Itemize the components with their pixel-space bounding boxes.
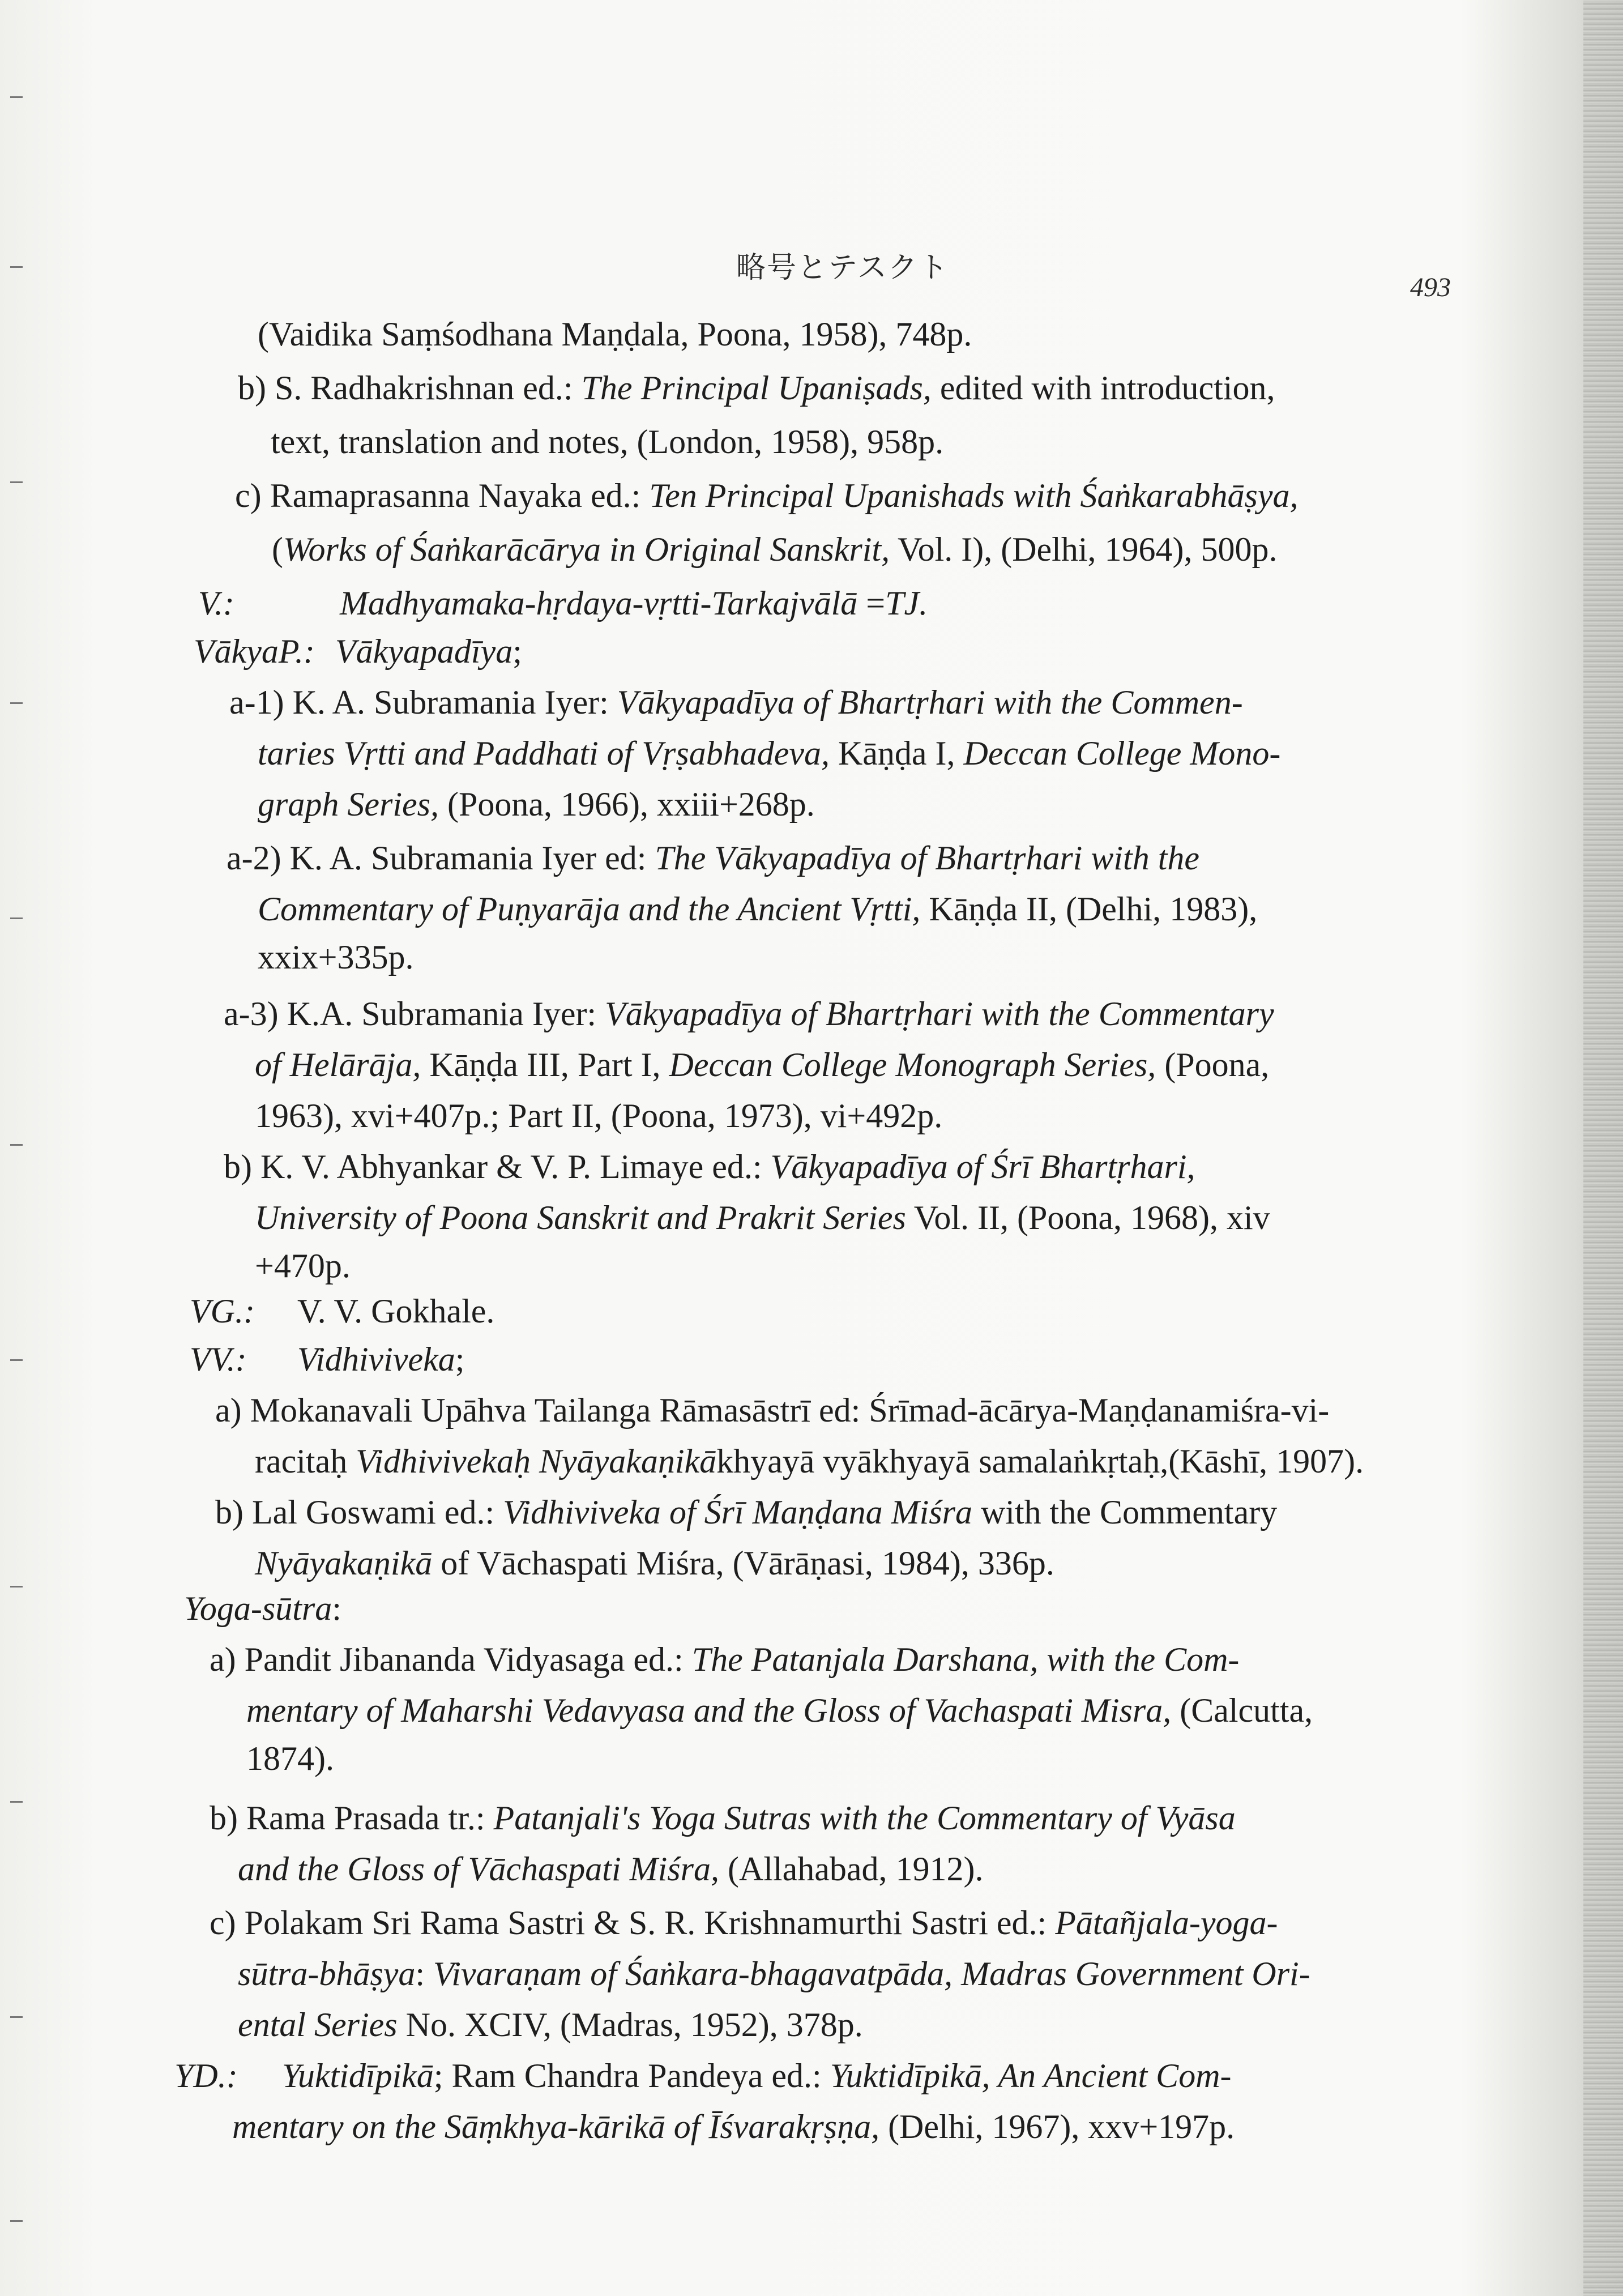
margin-mark: [10, 1586, 23, 1587]
text-line: [246, 1691, 1313, 1730]
text-run: +470p.: [255, 1247, 351, 1284]
text-line: [238, 1849, 984, 1889]
text-run: a) Mokanavali Upāhva Tailanga Rāmasāstrī ed: Śrīmad-ācārya-Maṇḍanamiśra-vi-: [215, 1392, 1330, 1429]
text-run: c) Polakam Sri Rama Sastri & S. R. Krishnamurthi Sastri ed.:: [210, 1904, 1056, 1941]
entry-abbreviation: VV.:: [190, 1341, 247, 1378]
italic-text: Vākyapadīya of Śrī Bhartṛhari,: [770, 1148, 1195, 1185]
italic-text: TJ.: [885, 584, 928, 622]
text-line: [272, 530, 1277, 569]
italic-text: Madhyamaka-hṛdaya-vṛtti-Tarkajvālā: [340, 584, 858, 622]
entry-abbreviation: YD.:: [174, 2057, 238, 2094]
italic-text: Vidhivivekaḥ Nyāyakaṇikā: [356, 1443, 717, 1480]
text-line: [258, 784, 815, 824]
margin-mark: [10, 266, 23, 268]
text-run: Kāṇḍa I,: [829, 735, 964, 772]
italic-text: Deccan College Monograph Series,: [669, 1046, 1156, 1083]
margin-mark: [10, 1144, 23, 1146]
text-run: No. XCIV, (Madras, 1952), 378p.: [397, 2006, 863, 2043]
text-run: a-1) K. A. Subramania Iyer:: [229, 684, 617, 721]
text-run: of Vāchaspati Miśra, (Vārāṇasi, 1984), 336p.: [432, 1544, 1054, 1582]
text-run: (Poona, 1966), xxiii+268p.: [438, 786, 815, 823]
text-run: b) S. Radhakrishnan ed.:: [238, 369, 582, 407]
text-line: [238, 368, 1275, 408]
text-line: [210, 1903, 1278, 1943]
italic-text: The Vākyapadīya of Bhartṛhari with the: [655, 839, 1200, 877]
text-line: [190, 1291, 494, 1331]
text-run: b) K. V. Abhyankar & V. P. Limaye ed.:: [224, 1148, 771, 1185]
italic-text: of Helārāja,: [255, 1046, 421, 1083]
italic-text: University of Poona Sanskrit and Prakrit Series: [255, 1199, 906, 1236]
entry-abbreviation: V.:: [198, 584, 234, 622]
text-line: [232, 2107, 1235, 2146]
italic-text: The Patanjala Darshana, with the Com-: [691, 1641, 1240, 1678]
text-line: [215, 1492, 1277, 1532]
text-line: [224, 1147, 1195, 1187]
text-line: [235, 476, 1298, 515]
text-line: [224, 994, 1274, 1034]
page-edge-shadow: [1583, 0, 1623, 2296]
margin-mark: [10, 1801, 23, 1803]
text-run: (Vaidika Saṃśodhana Maṇḍala, Poona, 1958), 748p.: [258, 315, 972, 353]
page-number: 493: [1410, 272, 1451, 302]
italic-text: Yuktidīpikā, An Ancient Com-: [830, 2057, 1232, 2094]
italic-text: Ten Principal Upanishads with Śaṅkarabhāṣya,: [649, 477, 1299, 514]
text-line: [194, 631, 522, 671]
text-line: [174, 2056, 1232, 2096]
italic-text: Vivaraṇam of Śaṅkara-bhagavatpāda, Madras Government Ori-: [433, 1955, 1310, 1992]
text-line: [255, 1246, 351, 1286]
margin-mark: [10, 702, 23, 704]
text-line: [258, 889, 1257, 929]
text-run: V. V. Gokhale.: [297, 1292, 495, 1330]
italic-text: Vidhiviveka of Śrī Maṇḍana Miśra: [503, 1493, 972, 1531]
text-run: ; Ram Chandra Pandeya ed.:: [433, 2057, 830, 2094]
text-run: (Delhi, 1967), xxv+197p.: [879, 2108, 1235, 2145]
text-line: [246, 1739, 334, 1778]
running-header: 略号とテスクト: [736, 251, 949, 285]
italic-text: Vākyapadīya: [335, 633, 513, 670]
text-line: [210, 1640, 1239, 1679]
margin-mark: [10, 1359, 23, 1361]
text-run: racitaḥ: [255, 1443, 356, 1480]
text-run: Vol. II, (Poona, 1968), xiv: [906, 1199, 1270, 1236]
text-line: [184, 1589, 341, 1628]
text-line: [258, 733, 1280, 773]
italic-text: Vākyapadīya of Bhartṛhari with the Commen-: [617, 684, 1243, 721]
text-run: 1874).: [246, 1740, 334, 1777]
text-run: with the Commentary: [972, 1493, 1278, 1531]
text-run: Kāṇḍa III, Part I,: [421, 1046, 669, 1083]
text-run: b) Rama Prasada tr.:: [210, 1799, 494, 1837]
text-run: (Poona,: [1156, 1046, 1270, 1083]
text-line: [227, 838, 1199, 878]
italic-text: Commentary of Puṇyarāja and the Ancient Vṛtti,: [258, 890, 921, 928]
italic-text: Yoga-sūtra: [184, 1590, 332, 1627]
text-line: [238, 1954, 1310, 1994]
text-line: [210, 1798, 1236, 1838]
text-line: [255, 1045, 1269, 1085]
italic-text: The Principal Upaniṣads,: [581, 369, 932, 407]
text-run: a-2) K. A. Subramania Iyer ed:: [227, 839, 655, 877]
italic-text: Yuktidīpikā: [282, 2057, 434, 2094]
text-run: a) Pandit Jibananda Vidyasaga ed.:: [210, 1641, 692, 1678]
text-run: a-3) K.A. Subramania Iyer:: [224, 995, 605, 1032]
text-line: [271, 422, 943, 462]
entry-abbreviation: VG.:: [190, 1292, 255, 1330]
text-line: [215, 1390, 1329, 1430]
margin-mark: [10, 2016, 23, 2018]
italic-text: and the Gloss of Vāchaspati Miśra,: [238, 1850, 719, 1888]
text-run: Kāṇḍa II, (Delhi, 1983),: [920, 890, 1258, 928]
text-line: [258, 937, 414, 977]
text-line: [238, 2005, 863, 2045]
italic-text: taries Vṛtti and Paddhati of Vṛṣabhadeva,: [258, 735, 830, 772]
entry-abbreviation: VākyaP.:: [194, 633, 315, 670]
text-run: (Calcutta,: [1171, 1692, 1313, 1729]
text-line: [190, 1339, 464, 1379]
text-run: :: [332, 1590, 341, 1627]
italic-text: mentary of Maharshi Vedavyasa and the Gloss of Vachaspati Misra,: [246, 1692, 1172, 1729]
italic-text: Vidhiviveka: [297, 1341, 455, 1378]
text-run: xxix+335p.: [258, 938, 414, 976]
text-run: =: [857, 584, 886, 622]
italic-text: Vākyapadīya of Bhartṛhari with the Commentary: [605, 995, 1274, 1032]
text-line: [229, 682, 1243, 722]
italic-text: Works of Śaṅkarācārya in Original Sanskrit,: [283, 531, 890, 568]
margin-mark: [10, 917, 23, 919]
text-run: khyayā vyākhyayā samalaṅkṛtaḥ,(Kāshī, 1907).: [716, 1443, 1364, 1480]
text-run: text, translation and notes, (London, 1958), 958p.: [271, 423, 944, 460]
text-run: (Allahabad, 1912).: [719, 1850, 984, 1888]
text-run: ;: [512, 633, 522, 670]
italic-text: ental Series: [238, 2006, 398, 2043]
italic-text: Deccan College Mono-: [963, 735, 1281, 772]
text-run: edited with introduction,: [931, 369, 1275, 407]
text-run: Vol. I), (Delhi, 1964), 500p.: [890, 531, 1278, 568]
text-line: [255, 1441, 1364, 1481]
text-line: [255, 1543, 1054, 1583]
text-run: (: [272, 531, 283, 568]
margin-mark: [10, 96, 23, 98]
margin-mark: [10, 2220, 23, 2222]
text-run: :: [415, 1955, 434, 1992]
italic-text: Pātañjala-yoga-: [1055, 1904, 1278, 1941]
text-run: c) Ramaprasanna Nayaka ed.:: [235, 477, 650, 514]
text-line: [255, 1198, 1270, 1237]
margin-mark: [10, 481, 23, 483]
italic-text: Nyāyakaṇikā: [255, 1544, 433, 1582]
text-run: ;: [455, 1341, 465, 1378]
italic-text: sūtra-bhāṣya: [238, 1955, 416, 1992]
italic-text: Patanjali's Yoga Sutras with the Commentary of Vyāsa: [493, 1799, 1236, 1837]
italic-text: graph Series,: [258, 786, 439, 823]
text-run: b) Lal Goswami ed.:: [215, 1493, 503, 1531]
italic-text: mentary on the Sāṃkhya-kārikā of Īśvarakṛṣṇa,: [232, 2108, 880, 2145]
text-run: 1963), xvi+407p.; Part II, (Poona, 1973), vi+492p.: [255, 1097, 943, 1134]
text-line: [198, 583, 928, 623]
text-line: [258, 314, 972, 354]
text-line: [255, 1096, 942, 1136]
